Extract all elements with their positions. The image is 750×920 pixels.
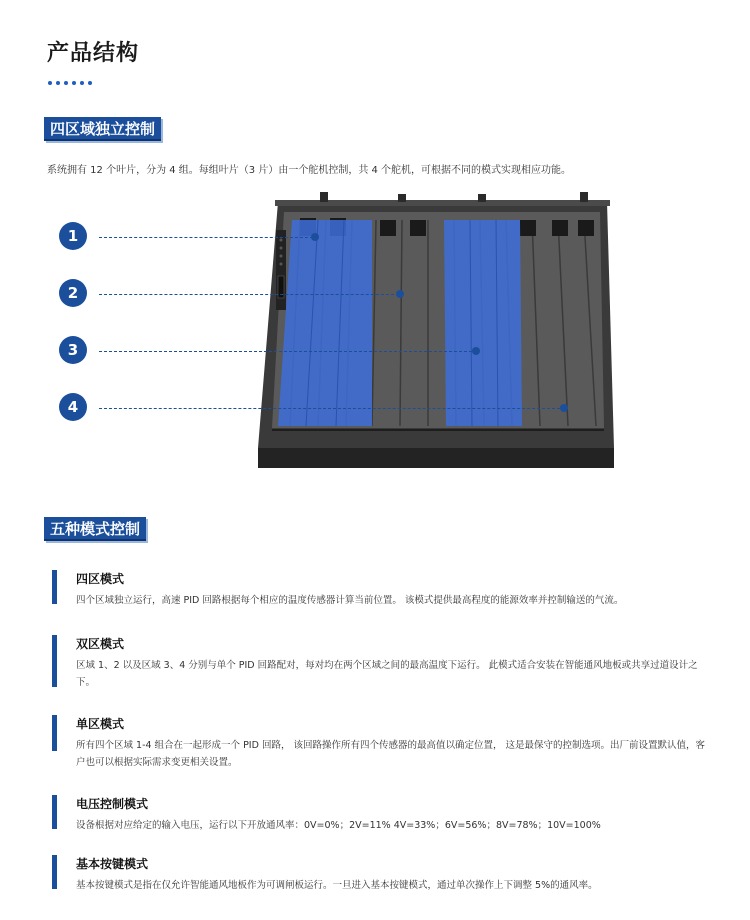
leader-dot-3 <box>472 347 480 355</box>
mode-title: 双区模式 <box>76 637 125 651</box>
mode-item-four-zone <box>52 570 712 606</box>
mode-description: 设备根据对应给定的输入电压，运行以下开放通风率：0V=0%；2V=11% 4V=33%；6V=56%；8V=78%；10V=100% <box>76 820 601 831</box>
mode-item-basic-button <box>52 855 712 891</box>
intro-text: 系统拥有 12 个叶片，分为 4 组。每组叶片（3 片）由一个舵机控制，共 4 个舵机，可根据不同的模式实现相应功能。 <box>47 165 572 176</box>
leader-line-3 <box>99 351 477 352</box>
mode-item-dual-zone <box>52 635 712 690</box>
leader-line-2 <box>99 294 399 295</box>
mode-accent-bar <box>52 715 57 751</box>
damper-illustration <box>0 190 750 480</box>
mode-accent-bar <box>52 570 57 604</box>
zone-badge-3: 3 <box>59 336 87 364</box>
zone-badge-4: 4 <box>59 393 87 421</box>
mode-item-voltage-control <box>52 795 712 831</box>
title-dots-divider <box>48 81 92 85</box>
leader-line-4 <box>99 408 565 409</box>
zone-badge-1: 1 <box>59 222 87 250</box>
mode-item-single-zone <box>52 715 712 770</box>
leader-dot-4 <box>560 404 568 412</box>
product-figure <box>0 190 750 480</box>
leader-line-1 <box>99 237 313 238</box>
page-title: 产品结构 <box>47 41 140 66</box>
leader-dot-1 <box>311 233 319 241</box>
mode-title: 四区模式 <box>76 572 125 586</box>
mode-description: 四个区域独立运行，高速 PID 回路根据每个相应的温度传感器计算当前位置。 该模式提供最高程度的能源效率并控制输送的气流。 <box>76 595 624 606</box>
zone-badge-2: 2 <box>59 279 87 307</box>
mode-accent-bar <box>52 855 57 889</box>
section-heading-five-modes: 五种模式控制 <box>44 517 146 541</box>
mode-title: 电压控制模式 <box>76 797 149 811</box>
mode-title: 单区模式 <box>76 717 125 731</box>
section-heading-four-zone: 四区域独立控制 <box>44 117 161 141</box>
leader-dot-2 <box>396 290 404 298</box>
mode-accent-bar <box>52 795 57 829</box>
mode-description: 区域 1、2 以及区域 3、4 分别与单个 PID 回路配对，每对均在两个区域之间的最高温度下运行。 此模式适合安装在智能通风地板或共享过道设计之下。 <box>76 660 698 688</box>
mode-accent-bar <box>52 635 57 687</box>
mode-title: 基本按键模式 <box>76 857 149 871</box>
mode-description: 所有四个区域 1-4 组合在一起形成一个 PID 回路， 该回路操作所有四个传感器的最高值以确定位置， 这是最保守的控制选项。出厂前设置默认值，客户也可以根据实际需求变更相关设置。 <box>76 740 705 768</box>
mode-description: 基本按键模式是指在仅允许智能通风地板作为可调闸板运行。一旦进入基本按键模式，通过单次操作上下调整 5%的通风率。 <box>76 880 598 891</box>
